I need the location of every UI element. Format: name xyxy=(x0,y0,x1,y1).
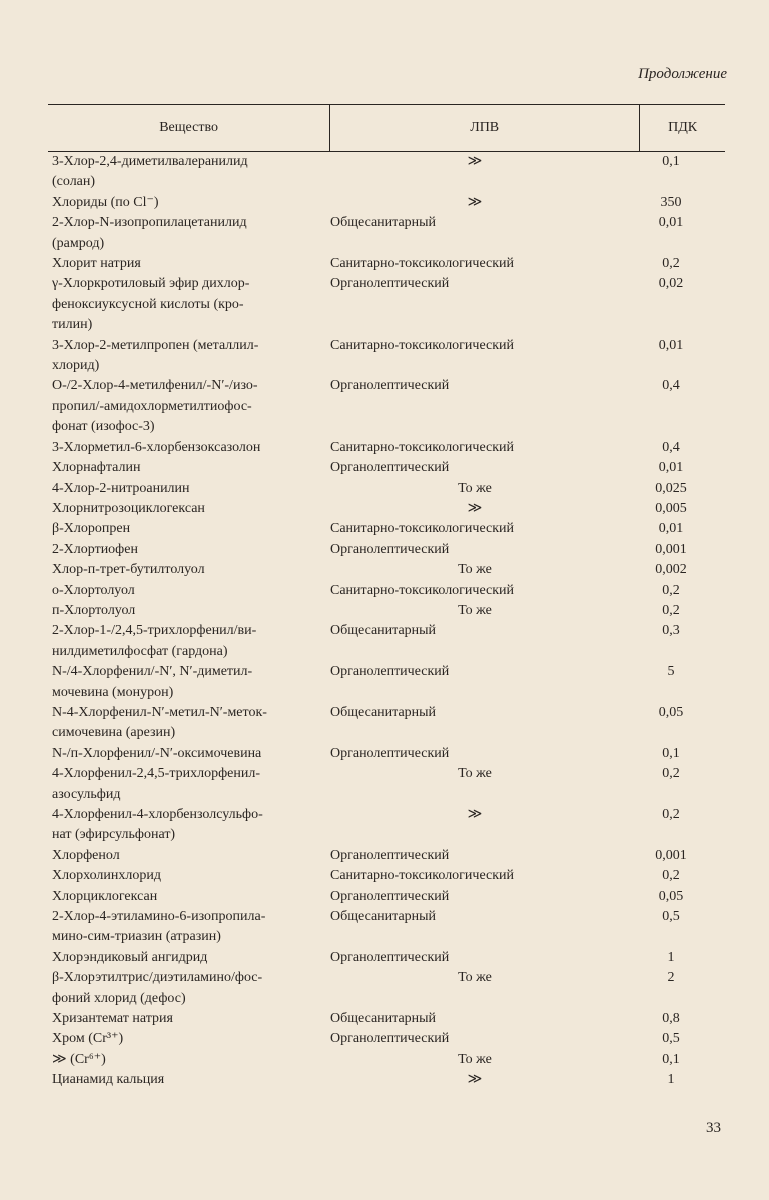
substance-line: феноксиуксусной кислоты (кро- xyxy=(52,296,244,312)
substance-cell xyxy=(52,438,330,458)
pdk-cell: 0,05 xyxy=(658,704,684,720)
lpv-cell: Общесанитарный xyxy=(330,909,437,925)
substance-cell xyxy=(52,744,330,764)
table-row xyxy=(52,866,722,886)
lpv-cell: Органолептический xyxy=(330,541,450,557)
table-row xyxy=(52,621,722,662)
substance-line: 4-Хлор-2-нитроанилин xyxy=(52,480,190,496)
substance-cell xyxy=(52,152,330,193)
table-row xyxy=(52,907,722,948)
pdk-cell: 0,002 xyxy=(655,562,687,578)
table-row xyxy=(52,193,722,213)
table-row xyxy=(52,254,722,274)
substance-line: Хром (Cr³⁺) xyxy=(52,1031,124,1047)
substance-cell xyxy=(52,866,330,886)
substance-line: (солан) xyxy=(52,174,96,190)
substance-line: симочевина (арезин) xyxy=(52,725,176,741)
lpv-cell: Санитарно-токсикологический xyxy=(330,256,515,272)
substance-cell xyxy=(52,1050,330,1070)
pdk-cell: 0,4 xyxy=(662,439,680,455)
pdk-cell: 0,2 xyxy=(662,582,680,598)
table-header xyxy=(48,104,725,152)
table-row xyxy=(52,1070,722,1090)
pdk-cell: 0,01 xyxy=(658,521,684,537)
lpv-cell: ≫ xyxy=(467,154,483,169)
pdk-cell: 1 xyxy=(667,1072,675,1088)
continuation-label: Продолжение xyxy=(638,66,727,82)
substance-line: Хлорнитрозоциклогексан xyxy=(52,500,205,516)
table-row xyxy=(52,1029,722,1049)
substance-cell xyxy=(52,540,330,560)
lpv-cell: Органолептический xyxy=(330,847,450,863)
lpv-cell: То же xyxy=(458,1051,492,1067)
table-row xyxy=(52,479,722,499)
pdk-cell: 0,02 xyxy=(658,276,684,292)
pdk-cell: 0,3 xyxy=(662,623,680,639)
pdk-cell: 0,05 xyxy=(658,888,684,904)
table-row xyxy=(52,1009,722,1029)
table-row xyxy=(52,805,722,846)
pdk-cell: 0,2 xyxy=(662,256,680,272)
substance-cell xyxy=(52,193,330,213)
substance-line: β-Хлорэтилтрис/диэтиламино/фос- xyxy=(52,970,263,986)
lpv-cell: ≫ xyxy=(467,500,483,516)
substance-line: 4-Хлорфенил-4-хлорбензолсульфо- xyxy=(52,807,263,822)
pdk-cell: 0,8 xyxy=(662,1011,680,1027)
pdk-cell: 0,2 xyxy=(662,868,680,884)
table-row xyxy=(52,152,722,193)
table-row xyxy=(52,703,722,744)
header-pdk: ПДК xyxy=(640,105,725,152)
substance-line: Хлориды (по Cl⁻) xyxy=(52,194,159,210)
substance-line: Хлорциклогексан xyxy=(52,888,158,904)
substance-line: тилин) xyxy=(52,317,93,333)
pdk-cell: 0,2 xyxy=(662,807,680,822)
pdk-cell: 0,01 xyxy=(658,460,684,476)
lpv-cell: Органолептический xyxy=(330,949,450,965)
lpv-cell: Органолептический xyxy=(330,378,450,394)
substance-line: пропил/-амидохлорметилтиофос- xyxy=(52,398,252,414)
substance-cell xyxy=(52,581,330,601)
lpv-cell: Санитарно-токсикологический xyxy=(330,337,515,353)
table-row xyxy=(52,601,722,621)
pdk-cell: 0,2 xyxy=(662,766,680,782)
substance-line: о-Хлортолуол xyxy=(52,582,135,598)
substance-line: 2-Хлор-N-изопропилацетанилид xyxy=(52,215,247,231)
lpv-cell: Органолептический xyxy=(330,460,450,476)
lpv-cell: Органолептический xyxy=(330,664,450,680)
substance-line: п-Хлортолуол xyxy=(52,602,136,618)
lpv-cell: То же xyxy=(458,480,492,496)
substance-line: Хризантемат натрия xyxy=(52,1011,173,1027)
substance-cell xyxy=(52,887,330,907)
lpv-cell: Санитарно-токсикологический xyxy=(330,582,515,598)
table-row xyxy=(52,458,722,478)
pdk-cell: 0,2 xyxy=(662,602,680,618)
substance-cell xyxy=(52,764,330,805)
table-row xyxy=(52,948,722,968)
table-row xyxy=(52,213,722,254)
table-row xyxy=(52,764,722,805)
lpv-cell: Санитарно-токсикологический xyxy=(330,521,515,537)
substance-line: фоний хлорид (дефос) xyxy=(52,990,186,1006)
table-row xyxy=(52,581,722,601)
pdk-cell: 0,5 xyxy=(662,909,680,925)
substance-cell xyxy=(52,274,330,335)
substance-line: фонат (изофос-3) xyxy=(52,419,155,435)
lpv-cell: ≫ xyxy=(467,1072,483,1088)
table-row xyxy=(52,744,722,764)
pdk-cell: 0,005 xyxy=(655,500,687,516)
table-row xyxy=(52,376,722,437)
substance-cell xyxy=(52,703,330,744)
table-row xyxy=(52,274,722,335)
lpv-cell: То же xyxy=(458,766,492,782)
lpv-cell: Общесанитарный xyxy=(330,1011,437,1027)
table-row xyxy=(52,438,722,458)
substance-line: N-4-Хлорфенил-N′-метил-N′-меток- xyxy=(52,704,267,720)
pdk-cell: 0,1 xyxy=(662,1051,680,1067)
substance-line: 2-Хлор-1-/2,4,5-трихлорфенил/ви- xyxy=(52,623,257,639)
substance-line: 3-Хлор-2-метилпропен (металлил- xyxy=(52,337,259,353)
substance-line: Хлорнафталин xyxy=(52,460,141,476)
lpv-cell: То же xyxy=(458,970,492,986)
table-row xyxy=(52,519,722,539)
table-row xyxy=(52,499,722,519)
pdk-cell: 0,01 xyxy=(658,215,684,231)
substance-cell xyxy=(52,805,330,846)
substance-cell xyxy=(52,499,330,519)
substance-cell xyxy=(52,1009,330,1029)
substance-cell xyxy=(52,479,330,499)
substance-line: Хлор-п-трет-бутилтолуол xyxy=(52,562,205,578)
substance-line: мино-сим-триазин (атразин) xyxy=(52,929,221,945)
lpv-cell: Общесанитарный xyxy=(330,623,437,639)
substance-cell xyxy=(52,601,330,621)
pdk-cell: 0,5 xyxy=(662,1031,680,1047)
substance-line: ≫ (Cr⁶⁺) xyxy=(52,1051,106,1067)
substance-line: нилдиметилфосфат (гардона) xyxy=(52,643,228,659)
substance-line: Цианамид кальция xyxy=(52,1072,165,1088)
substance-line: 3-Хлорметил-6-хлорбензоксазолон xyxy=(52,439,261,455)
table-row xyxy=(52,540,722,560)
pdk-cell: 0,4 xyxy=(662,378,680,394)
pdk-cell: 2 xyxy=(667,970,675,986)
pdk-cell: 0,1 xyxy=(662,154,680,169)
substance-line: Хлорхолинхлорид xyxy=(52,868,161,884)
pdk-cell: 1 xyxy=(667,949,675,965)
lpv-cell: То же xyxy=(458,602,492,618)
substance-line: β-Хлоропрен xyxy=(52,521,131,537)
table-row xyxy=(52,887,722,907)
pdk-cell: 0,1 xyxy=(662,745,680,761)
lpv-cell: Санитарно-токсикологический xyxy=(330,868,515,884)
pdk-cell: 5 xyxy=(667,664,675,680)
substance-cell xyxy=(52,621,330,662)
substance-line: 4-Хлорфенил-2,4,5-трихлорфенил- xyxy=(52,766,261,782)
substance-line: хлорид) xyxy=(52,358,100,374)
lpv-cell: Общесанитарный xyxy=(330,704,437,720)
lpv-cell: Органолептический xyxy=(330,276,450,292)
substance-line: Хлорит натрия xyxy=(52,256,141,272)
substance-cell xyxy=(52,560,330,580)
substance-cell xyxy=(52,254,330,274)
substance-cell xyxy=(52,948,330,968)
substance-line: O-/2-Хлор-4-метилфенил/-N′-/изо- xyxy=(52,378,258,394)
substance-line: Хлорфенол xyxy=(52,847,120,863)
substance-cell xyxy=(52,968,330,1009)
substance-line: нат (эфирсульфонат) xyxy=(52,827,176,843)
table-row xyxy=(52,336,722,377)
table-row xyxy=(52,968,722,1009)
substance-line: γ-Хлоркротиловый эфир дихлор- xyxy=(52,276,250,292)
substance-cell xyxy=(52,519,330,539)
substance-line: 2-Хлор-4-этиламино-6-изопропила- xyxy=(52,909,266,925)
lpv-cell: То же xyxy=(458,562,492,578)
pdk-cell: 0,01 xyxy=(658,337,684,353)
substance-line: 3-Хлор-2,4-диметилвалеранилид xyxy=(52,154,248,169)
table-row xyxy=(52,560,722,580)
substance-cell xyxy=(52,336,330,377)
substance-line: 2-Хлортиофен xyxy=(52,541,138,557)
header-lpv: ЛПВ xyxy=(330,105,640,152)
pdk-cell: 0,001 xyxy=(655,541,687,557)
substance-cell xyxy=(52,662,330,703)
pdk-cell: 0,001 xyxy=(655,847,687,863)
substance-cell xyxy=(52,1029,330,1049)
substance-cell xyxy=(52,846,330,866)
table-row xyxy=(52,846,722,866)
substance-cell xyxy=(52,907,330,948)
header-substance: Вещество xyxy=(48,105,330,152)
substance-cell xyxy=(52,1070,330,1090)
lpv-cell: Санитарно-токсикологический xyxy=(330,439,515,455)
table-row xyxy=(52,1050,722,1070)
lpv-cell: Общесанитарный xyxy=(330,215,437,231)
substance-cell xyxy=(52,376,330,437)
pdk-cell: 350 xyxy=(660,194,682,210)
page-number: 33 xyxy=(706,1120,721,1136)
substance-line: Хлорэндиковый ангидрид xyxy=(52,949,208,965)
substance-line: N-/п-Хлорфенил/-N′-оксимочевина xyxy=(52,745,262,761)
lpv-cell: Органолептический xyxy=(330,888,450,904)
substance-line: азосульфид xyxy=(52,786,121,802)
substance-cell xyxy=(52,213,330,254)
substance-cell xyxy=(52,458,330,478)
pdk-cell: 0,025 xyxy=(655,480,687,496)
lpv-cell: Органолептический xyxy=(330,1031,450,1047)
substance-line: N-/4-Хлорфенил/-N′, N′-диметил- xyxy=(52,664,253,680)
table-row xyxy=(52,662,722,703)
lpv-cell: ≫ xyxy=(467,194,483,210)
substance-line: мочевина (монурон) xyxy=(52,684,174,700)
lpv-cell: Органолептический xyxy=(330,745,450,761)
substance-line: (рамрод) xyxy=(52,235,105,251)
table-body xyxy=(52,152,722,1091)
lpv-cell: ≫ xyxy=(467,807,483,822)
